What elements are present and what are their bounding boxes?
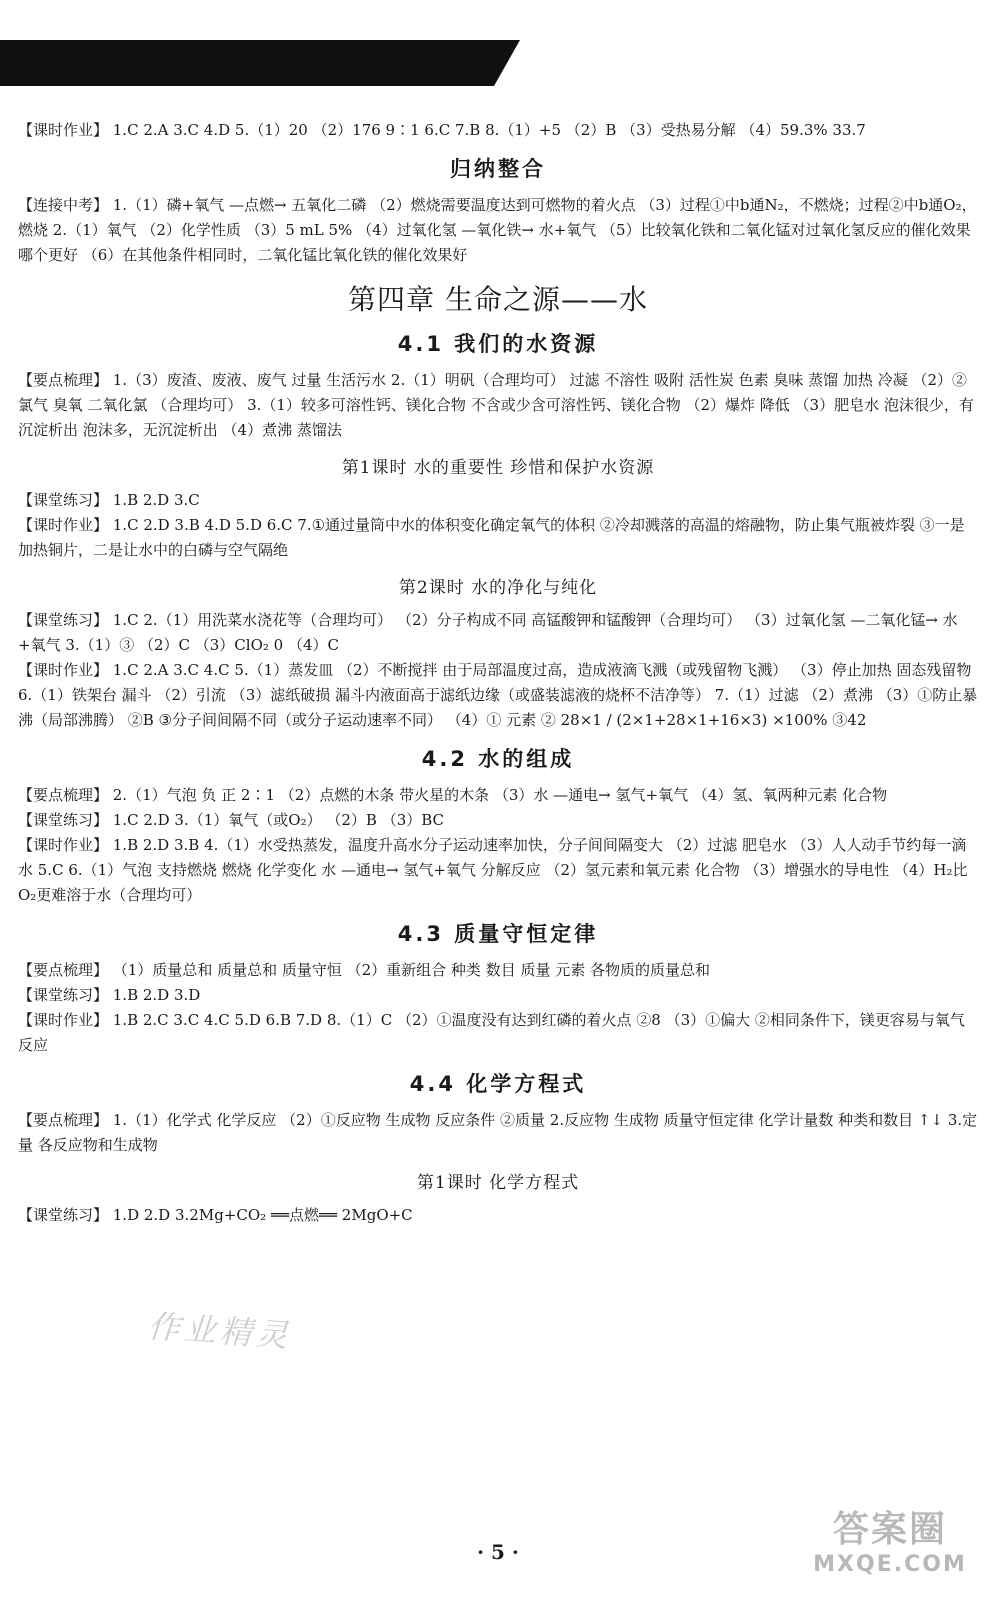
answer-paragraph: 【要点梳理】 2.（1）气泡 负 正 2∶1 （2）点燃的木条 带火星的木条 （3）水 —通电→ 氢气+氧气 （4）氢、氧两种元素 化合物 — [18, 786, 888, 804]
answer-paragraph: 【课堂练习】 1.B 2.D 3.C — [18, 491, 200, 509]
section-title: 4.1 我们的水资源 — [397, 332, 599, 356]
answer-content — [18, 118, 978, 1228]
lesson-title: 第1课时 水的重要性 珍惜和保护水资源 — [341, 458, 655, 478]
answer-paragraph: 【课堂练习】 1.C 2.D 3.（1）氧气（或O₂） （2）B （3）BC — [18, 811, 445, 829]
answer-paragraph: 【连接中考】 1.（1）磷+氧气 —点燃→ 五氧化二磷 （2）燃烧需要温度达到可燃物的着火点 （3）过程①中b通N₂，不燃烧；过程②中b通O₂，燃烧 2.（1）氧气 （2）化学性质 （3）5 mL 5% （4）过氧化氢 —氧化铁→ 水+氧气 （5）比较氧化铁和二氧化锰对过氧化氢反应的催化效果哪个更好 （6）在其他条件相同时，二氧化锰比氧化铁的催化效果好 — [18, 196, 977, 264]
answer-paragraph: 【课堂练习】 1.D 2.D 3.2Mg+CO₂ ══点燃══ 2MgO+C — [18, 1206, 413, 1224]
watermark-mxqe — [800, 1508, 980, 1577]
watermark-zuoye-jingling: 作业精灵 — [146, 1307, 294, 1355]
answer-paragraph: 【课堂练习】 1.B 2.D 3.D — [18, 986, 201, 1004]
answer-paragraph: 【要点梳理】 1.（3）废渣、废液、废气 过量 生活污水 2.（1）明矾（合理均可） 过滤 不溶性 吸附 活性炭 色素 臭味 蒸馏 加热 冷凝 （2）②氯气 臭氧 二氧化氯 （合理均可） 3.（1）较多可溶性钙、镁化合物 不含或少含可溶性钙、镁化合物 （2）爆炸 降低 （3）肥皂水 泡沫很少，有沉淀析出 泡沫多，无沉淀析出 （4）煮沸 蒸馏法 — [18, 371, 974, 439]
section-title: 归纳整合 — [450, 157, 546, 181]
answer-paragraph: 【课堂练习】 1.C 2.（1）用洗菜水浇花等（合理均可） （2）分子构成不同 高锰酸钾和锰酸钾（合理均可） （3）过氧化氢 —二氧化锰→ 水+氧气 3.（1）③ （2）C （3）ClO₂ 0 （4）C — [18, 611, 958, 654]
page-number: · 5 · — [477, 1540, 519, 1564]
watermark-mxqe-en: MXQE.COM — [813, 1552, 967, 1577]
lesson-title: 第1课时 化学方程式 — [416, 1173, 580, 1193]
section-title: 4.4 化学方程式 — [409, 1072, 587, 1096]
watermark-mxqe-cn: 答案圈 — [832, 1509, 947, 1550]
answer-paragraph: 【课时作业】 1.C 2.A 3.C 4.C 5.（1）蒸发皿 （2）不断搅拌 由于局部温度过高，造成液滴飞溅（或残留物飞溅） （3）停止加热 固态残留物 6.（1）铁架台 漏斗 （2）引流 （3）滤纸破损 漏斗内液面高于滤纸边缘（或盛装滤液的烧杯不洁净等） 7.（1）过滤 （2）煮沸 （3）①防止暴沸（局部沸腾） ②B ③分子间间隔不同（或分子运动速率不同） （4）① 元素 ② 28×1 / (2×1+28×1+16×3) ×100% ③42 — [18, 661, 978, 729]
answer-paragraph: 【要点梳理】 （1）质量总和 质量总和 质量守恒 （2）重新组合 种类 数目 质量 元素 各物质的质量总和 — [18, 961, 711, 979]
chapter-title: 第四章 生命之源——水 — [348, 283, 648, 316]
section-title: 4.2 水的组成 — [421, 747, 575, 771]
section-title: 4.3 质量守恒定律 — [397, 922, 599, 946]
answer-paragraph: 【课时作业】 1.B 2.D 3.B 4.（1）水受热蒸发，温度升高水分子运动速率加快，分子间间隔变大 （2）过滤 肥皂水 （3）人人动手节约每一滴水 5.C 6.（1）气泡 支持燃烧 燃烧 化学变化 水 —通电→ 氢气+氧气 分解反应 （2）氢元素和氧元素 化合物 （3）增强水的导电性 （4）H₂比O₂更难溶于水（合理均可） — [18, 836, 968, 904]
answer-paragraph: 【课时作业】 1.B 2.C 3.C 4.C 5.D 6.B 7.D 8.（1）C （2）①温度没有达到红磷的着火点 ②8 （3）①偏大 ②相同条件下，镁更容易与氧气反应 — [18, 1011, 965, 1054]
answer-paragraph: 【要点梳理】 1.（1）化学式 化学反应 （2）①反应物 生成物 反应条件 ②质量 2.反应物 生成物 质量守恒定律 化学计量数 种类和数目 ↑↓ 3.定量 各反应物和生成物 — [18, 1111, 978, 1154]
answer-paragraph: 【课时作业】 1.C 2.A 3.C 4.D 5.（1）20 （2）176 9∶1 6.C 7.B 8.（1）+5 （2）B （3）受热易分解 （4）59.3% 33.7 — [18, 121, 866, 139]
answer-paragraph: 【课时作业】 1.C 2.D 3.B 4.D 5.D 6.C 7.①通过量筒中水的体积变化确定氧气的体积 ②冷却溅落的高温的熔融物，防止集气瓶被炸裂 ③一是加热铜片，二是让水中的白磷与空气隔绝 — [18, 516, 965, 559]
lesson-title: 第2课时 水的净化与纯化 — [398, 578, 598, 598]
header-black-bar — [0, 40, 520, 86]
